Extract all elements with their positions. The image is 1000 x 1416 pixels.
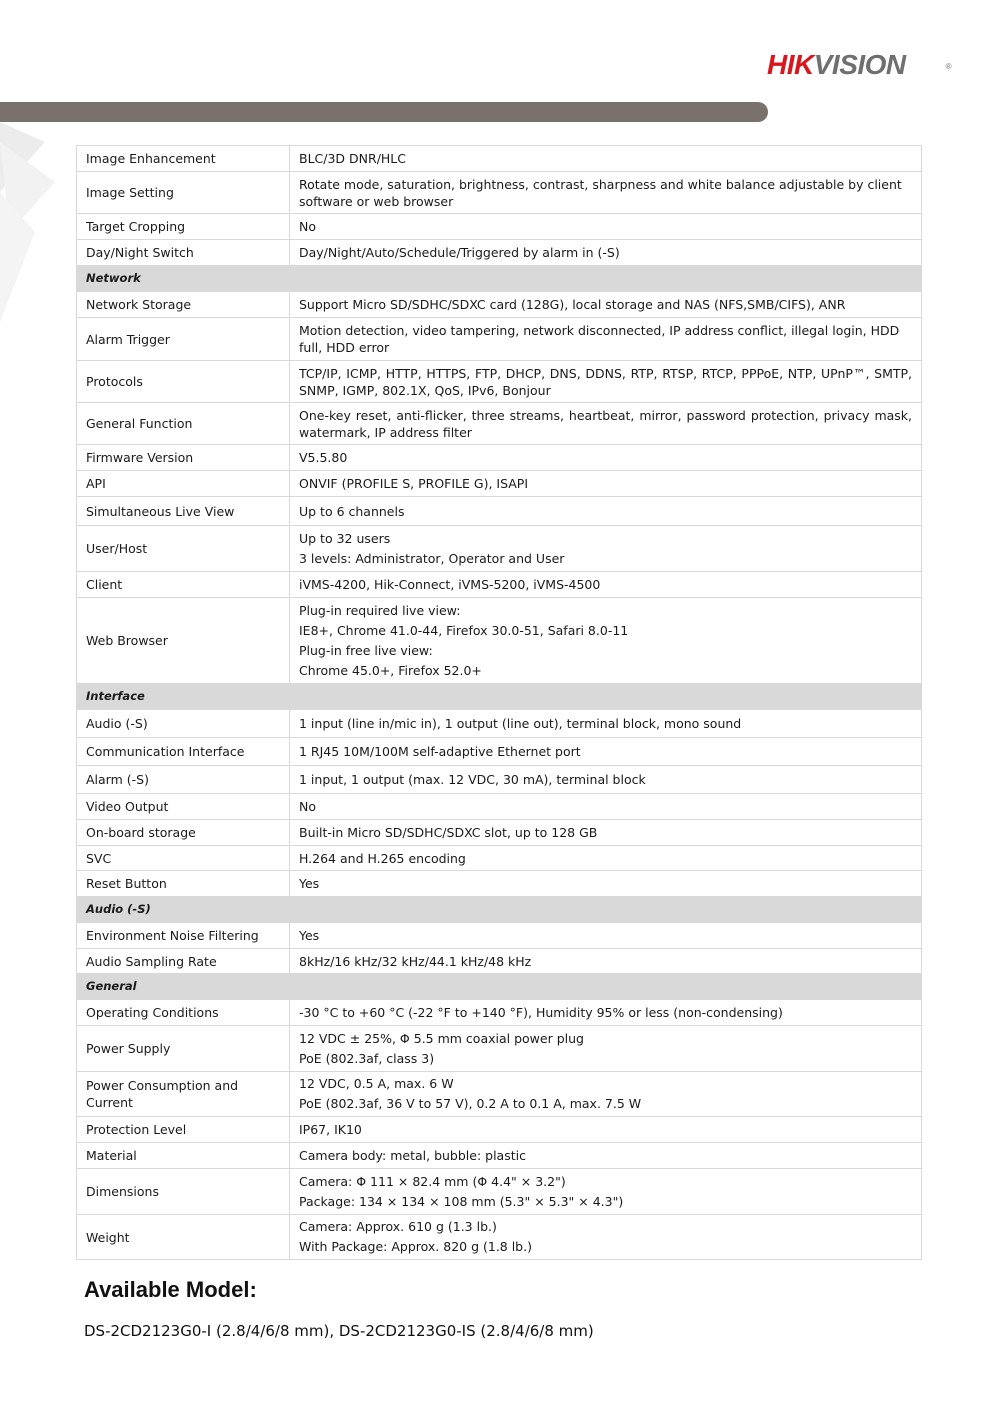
spec-value-line: 1 RJ45 10M/100M self-adaptive Ethernet port xyxy=(299,744,581,759)
spec-row xyxy=(77,1169,922,1215)
spec-row xyxy=(77,214,922,240)
spec-label: Power Consumption and Current xyxy=(77,1072,290,1117)
spec-row xyxy=(77,240,922,266)
spec-value-line: Yes xyxy=(299,928,320,943)
section-header xyxy=(77,684,922,710)
spec-label: Network Storage xyxy=(77,292,290,318)
spec-value-line: IP67, IK10 xyxy=(299,1122,362,1137)
spec-value-line: One-key reset, anti-flicker, three streams, heartbeat, mirror, password protection, privacy mask, watermark, IP address filter xyxy=(299,407,912,440)
spec-label: On-board storage xyxy=(77,820,290,846)
spec-value xyxy=(290,923,922,949)
spec-label: Material xyxy=(77,1143,290,1169)
spec-value xyxy=(290,172,922,214)
spec-value-line: 12 VDC ± 25%, Φ 5.5 mm coaxial power plug xyxy=(299,1030,584,1046)
spec-value-line: Plug-in required live view: xyxy=(299,602,461,618)
section-title: Network xyxy=(77,266,290,292)
spec-value xyxy=(290,1169,922,1215)
section-filler xyxy=(290,974,922,1000)
spec-row xyxy=(77,1117,922,1143)
spec-row xyxy=(77,820,922,846)
spec-row xyxy=(77,361,922,403)
spec-label: General Function xyxy=(77,403,290,445)
spec-value xyxy=(290,1026,922,1072)
available-model-list: DS-2CD2123G0-I (2.8/4/6/8 mm), DS-2CD2123G0-IS (2.8/4/6/8 mm) xyxy=(84,1322,594,1340)
spec-value-line: No xyxy=(299,219,316,234)
spec-row xyxy=(77,1143,922,1169)
spec-row xyxy=(77,403,922,445)
spec-row xyxy=(77,871,922,897)
spec-value xyxy=(290,318,922,361)
spec-label: Image Enhancement xyxy=(77,146,290,172)
spec-value xyxy=(290,526,922,572)
section-title: General xyxy=(77,974,290,1000)
section-header xyxy=(77,897,922,923)
section-header xyxy=(77,266,922,292)
spec-value-line: IE8+, Chrome 41.0-44, Firefox 30.0-51, Safari 8.0-11 xyxy=(299,622,629,638)
spec-value-line: iVMS-4200, Hik-Connect, iVMS-5200, iVMS-4500 xyxy=(299,577,601,592)
decorative-shape xyxy=(0,122,60,322)
spec-label: Alarm Trigger xyxy=(77,318,290,361)
spec-value-line: Camera: Approx. 610 g (1.3 lb.) xyxy=(299,1219,497,1234)
spec-value-line: Package: 134 × 134 × 108 mm (5.3" × 5.3" × 4.3") xyxy=(299,1193,624,1209)
spec-label: API xyxy=(77,471,290,497)
section-filler xyxy=(290,266,922,292)
spec-row xyxy=(77,1000,922,1026)
spec-table xyxy=(76,145,922,1260)
spec-value xyxy=(290,710,922,738)
spec-value xyxy=(290,1143,922,1169)
spec-value-line: No xyxy=(299,799,316,814)
spec-label: Day/Night Switch xyxy=(77,240,290,266)
spec-value-line: PoE (802.3af, class 3) xyxy=(299,1050,435,1066)
section-title: Audio (-S) xyxy=(77,897,290,923)
spec-row xyxy=(77,318,922,361)
spec-label: Firmware Version xyxy=(77,445,290,471)
spec-value xyxy=(290,445,922,471)
spec-value-line: Chrome 45.0+, Firefox 52.0+ xyxy=(299,662,482,678)
spec-value-line: Motion detection, video tampering, network disconnected, IP address conflict, illegal login, HDD full, HDD error xyxy=(299,323,900,355)
logo-red-part: HIK xyxy=(767,49,814,80)
spec-value-line: 12 VDC, 0.5 A, max. 6 W xyxy=(299,1076,454,1091)
spec-row xyxy=(77,172,922,214)
section-filler xyxy=(290,684,922,710)
spec-value-line: 1 input (line in/mic in), 1 output (line out), terminal block, mono sound xyxy=(299,716,742,731)
spec-value xyxy=(290,598,922,684)
section-filler xyxy=(290,897,922,923)
spec-value-line: BLC/3D DNR/HLC xyxy=(299,151,406,166)
header-band xyxy=(0,102,768,122)
hikvision-logo xyxy=(767,48,957,82)
spec-row xyxy=(77,146,922,172)
spec-row xyxy=(77,949,922,974)
spec-value-line: TCP/IP, ICMP, HTTP, HTTPS, FTP, DHCP, DNS, DDNS, RTP, RTSP, RTCP, PPPoE, NTP, UPnP™, SMTP, SNMP, IGMP, 802.1X, QoS, IPv6, Bonjour xyxy=(299,365,912,398)
spec-label: Target Cropping xyxy=(77,214,290,240)
spec-value xyxy=(290,871,922,897)
spec-label: Audio Sampling Rate xyxy=(77,949,290,974)
spec-value-line: Support Micro SD/SDHC/SDXC card (128G), local storage and NAS (NFS,SMB/CIFS), ANR xyxy=(299,297,846,312)
spec-value-line: Camera: Φ 111 × 82.4 mm (Φ 4.4" × 3.2") xyxy=(299,1173,566,1189)
spec-value-line: ONVIF (PROFILE S, PROFILE G), ISAPI xyxy=(299,476,529,491)
spec-value-line: Rotate mode, saturation, brightness, contrast, sharpness and white balance adjustable by client software or web browser xyxy=(299,176,902,209)
section-header xyxy=(77,974,922,1000)
spec-value-line: Up to 32 users xyxy=(299,530,391,546)
spec-value-line: 8kHz/16 kHz/32 kHz/44.1 kHz/48 kHz xyxy=(299,953,532,969)
spec-row xyxy=(77,1072,922,1117)
spec-value xyxy=(290,1000,922,1026)
spec-value xyxy=(290,214,922,240)
spec-value xyxy=(290,1117,922,1143)
logo-registered-mark: ® xyxy=(945,62,951,71)
spec-row xyxy=(77,526,922,572)
spec-row xyxy=(77,471,922,497)
spec-row xyxy=(77,1215,922,1260)
spec-value xyxy=(290,497,922,526)
spec-value-line: -30 °C to +60 °C (-22 °F to +140 °F), Humidity 95% or less (non-condensing) xyxy=(299,1005,783,1020)
spec-value-line: With Package: Approx. 820 g (1.8 lb.) xyxy=(299,1239,532,1254)
spec-row xyxy=(77,766,922,794)
spec-row xyxy=(77,846,922,871)
spec-value xyxy=(290,403,922,445)
spec-row xyxy=(77,794,922,820)
spec-value-line: Built-in Micro SD/SDHC/SDXC slot, up to 128 GB xyxy=(299,825,598,840)
spec-label: Alarm (-S) xyxy=(77,766,290,794)
spec-label: Protocols xyxy=(77,361,290,403)
spec-value-line: V5.5.80 xyxy=(299,450,348,465)
spec-value xyxy=(290,471,922,497)
spec-value xyxy=(290,1072,922,1117)
spec-label: Audio (-S) xyxy=(77,710,290,738)
spec-row xyxy=(77,292,922,318)
spec-value xyxy=(290,292,922,318)
spec-label: Power Supply xyxy=(77,1026,290,1072)
spec-value-line: PoE (802.3af, 36 V to 57 V), 0.2 A to 0.1 A, max. 7.5 W xyxy=(299,1096,642,1111)
spec-value xyxy=(290,846,922,871)
spec-value-line: H.264 and H.265 encoding xyxy=(299,850,466,866)
spec-value-line: Up to 6 channels xyxy=(299,503,405,519)
spec-value-line: Camera body: metal, bubble: plastic xyxy=(299,1148,526,1163)
spec-label: Dimensions xyxy=(77,1169,290,1215)
spec-value xyxy=(290,361,922,403)
spec-label: Operating Conditions xyxy=(77,1000,290,1026)
spec-value-line: Day/Night/Auto/Schedule/Triggered by alarm in (-S) xyxy=(299,245,620,260)
available-model-title: Available Model: xyxy=(84,1277,257,1302)
spec-label: Protection Level xyxy=(77,1117,290,1143)
spec-row xyxy=(77,923,922,949)
spec-value xyxy=(290,240,922,266)
spec-value-line: 1 input, 1 output (max. 12 VDC, 30 mA), terminal block xyxy=(299,772,646,787)
spec-value xyxy=(290,738,922,766)
spec-value xyxy=(290,572,922,598)
spec-value-line: 3 levels: Administrator, Operator and User xyxy=(299,550,565,566)
spec-row xyxy=(77,738,922,766)
spec-label: Video Output xyxy=(77,794,290,820)
spec-label: Image Setting xyxy=(77,172,290,214)
spec-row xyxy=(77,710,922,738)
spec-label: Reset Button xyxy=(77,871,290,897)
spec-value-line: Yes xyxy=(299,876,320,891)
spec-label: SVC xyxy=(77,846,290,871)
spec-label: User/Host xyxy=(77,526,290,572)
spec-value-line: Plug-in free live view: xyxy=(299,642,433,658)
spec-label: Weight xyxy=(77,1215,290,1260)
spec-row xyxy=(77,572,922,598)
spec-value xyxy=(290,794,922,820)
spec-label: Client xyxy=(77,572,290,598)
spec-label: Simultaneous Live View xyxy=(77,497,290,526)
spec-row xyxy=(77,1026,922,1072)
spec-value xyxy=(290,1215,922,1260)
spec-row xyxy=(77,598,922,684)
spec-label: Web Browser xyxy=(77,598,290,684)
logo-grey-part: VISION xyxy=(813,49,906,80)
spec-value xyxy=(290,820,922,846)
spec-value xyxy=(290,949,922,974)
spec-row xyxy=(77,497,922,526)
spec-row xyxy=(77,445,922,471)
section-title: Interface xyxy=(77,684,290,710)
spec-label: Communication Interface xyxy=(77,738,290,766)
spec-value xyxy=(290,146,922,172)
spec-value xyxy=(290,766,922,794)
spec-label: Environment Noise Filtering xyxy=(77,923,290,949)
